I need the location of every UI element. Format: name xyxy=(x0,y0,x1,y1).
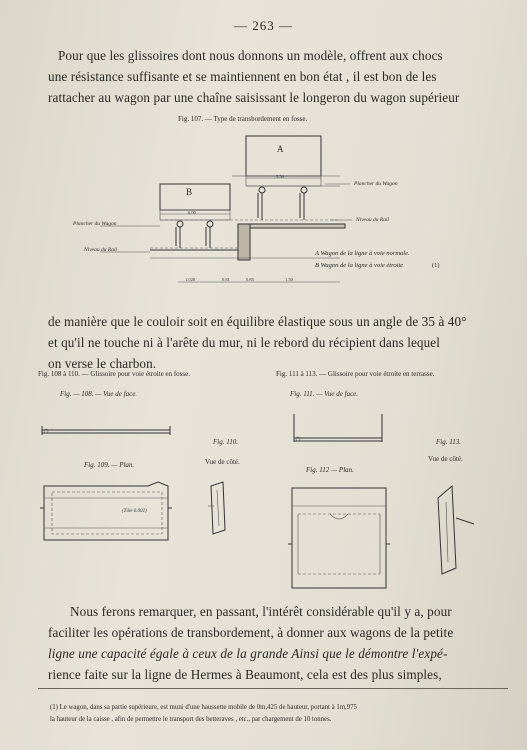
label-plancher-wagon-left: Plancher du Wagon xyxy=(73,221,117,227)
dim-bottom-3: 0.85 xyxy=(246,277,254,282)
fig110-subcaption: Vue de côté. xyxy=(205,458,240,466)
fig109-drawing xyxy=(38,478,188,548)
fig113-drawing xyxy=(420,478,480,578)
legend-note: (1) xyxy=(432,262,440,269)
para3-line-3: ligne une capacité égale à ceux de la grande Ainsi que le démontre l'expé- xyxy=(48,646,448,661)
fig112-drawing xyxy=(286,484,396,594)
fig111-drawing xyxy=(290,410,410,450)
wagon-b-body xyxy=(160,184,230,210)
wagon-a-wheel-left xyxy=(259,187,265,193)
wagon-b-wheel-right xyxy=(207,221,213,227)
fig108-drawing xyxy=(38,420,218,440)
fig111-caption: Fig. 111. — Vue de face. xyxy=(290,390,359,398)
dim-b: 6.00 xyxy=(188,210,196,215)
para3-line-4: rience faite sur la ligne de Hermes à Beaumont, cela est des plus simples, xyxy=(48,667,442,682)
footnote-line-2: la hauteur de la caisse , afin de permettre le transport des betteraves , etc., par chargement de 10 tonnes. xyxy=(50,716,332,723)
dim-top: 5.50 xyxy=(276,174,284,179)
fig107-drawing xyxy=(0,128,527,308)
plan-label-tole: (Tôle 0.002) xyxy=(122,509,147,514)
para3-line-1: Nous ferons remarquer, en passant, l'intérêt considérable qu'il y a, pour xyxy=(70,604,452,619)
para2-line-3: on verse le charbon. xyxy=(48,356,157,371)
legend-a: A Wagon de la ligne à voie normale. xyxy=(315,250,410,257)
wall xyxy=(238,224,250,260)
dim-bottom-2: 0.81 xyxy=(222,277,230,282)
para1-line-2: une résistance suffisante et se maintiennent en bon état , il est bon de les xyxy=(48,69,437,84)
legend-b: B Wagon de la ligne à voie étroite xyxy=(315,262,404,269)
label-niveau-rail-left: Niveau du Rail xyxy=(84,247,117,253)
label-niveau-rail-right: Niveau du Rail xyxy=(356,217,389,223)
fig108-caption: Fig. — 108. — Vue de face. xyxy=(60,390,138,398)
fig113-caption: Fig. 113. xyxy=(436,438,461,446)
wagon-a-body xyxy=(246,136,321,176)
footnote-rule xyxy=(38,688,508,689)
wagon-a-wheel-right xyxy=(301,187,307,193)
fig110-caption: Fig. 110. xyxy=(213,438,238,446)
para3-line-2: faciliter les opérations de transbordement, à donner aux wagons de la petite xyxy=(48,625,454,640)
fig107-label-b: B xyxy=(186,187,193,197)
dim-bottom-4: 1.50 xyxy=(285,277,293,282)
right-figs-header: Fig. 111 à 113. — Glissoire pour voie étroite en terrasse. xyxy=(276,370,435,378)
fig107-label-a: A xyxy=(277,144,284,154)
wagon-b-wheel-left xyxy=(177,221,183,227)
footnote-line-1: (1) Le wagon, dans sa partie supérieure, est muni d'une haussette mobile de 0m,425 de hauteur, portant à 1m,975 xyxy=(50,704,357,711)
para2-line-2: et qu'il ne touche ni à l'arête du mur, ni le rebord du récipient dans lequel xyxy=(48,335,441,350)
para1-line-1: Pour que les glissoires dont nous donnons un modèle, offrent aux chocs xyxy=(58,48,443,63)
fig110-drawing xyxy=(203,478,233,548)
left-figs-header: Fig. 108 à 110. — Glissoire pour voie étroite en fosse. xyxy=(38,370,190,378)
page-number: — 263 — xyxy=(234,18,293,33)
dim-bottom-1: 1.028 xyxy=(185,277,196,282)
para2-line-1: de manière que le couloir soit en équilibre élastique sous un angle de 35 à 40° xyxy=(48,314,467,329)
fig109-caption: Fig. 109. — Plan. xyxy=(84,461,135,469)
para1-line-3: rattacher au wagon par une chaîne saisissant le longeron du wagon supérieur xyxy=(48,90,460,105)
fig113-subcaption: Vue de côté. xyxy=(428,455,463,463)
fig107-caption: Fig. 107. — Type de transbordement en fosse. xyxy=(178,115,308,123)
platform xyxy=(250,224,345,228)
fig112-caption: Fig. 112 — Plan. xyxy=(306,466,354,474)
label-plancher-wagon-right: Plancher du Wagon xyxy=(354,181,398,187)
